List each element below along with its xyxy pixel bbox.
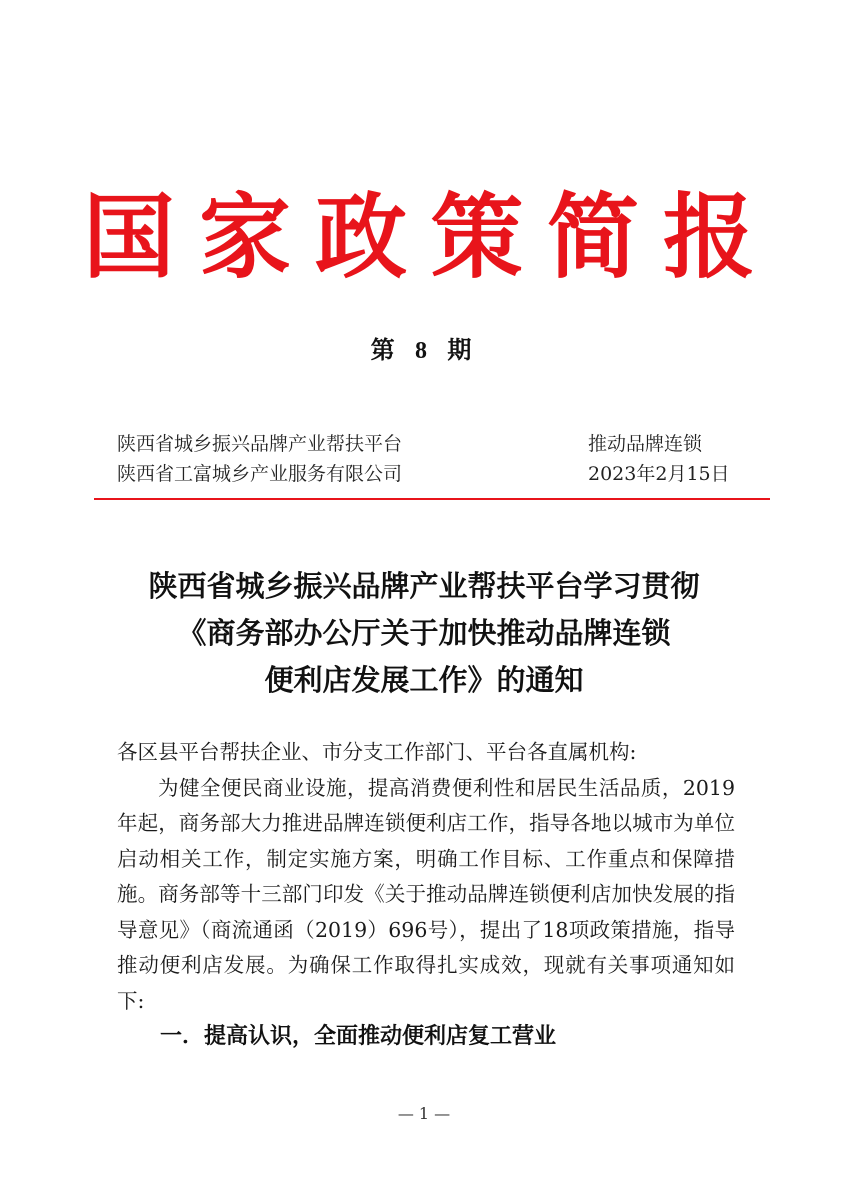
category-date-block bbox=[588, 429, 730, 489]
issue-value: 8 bbox=[415, 338, 433, 364]
issuer-line: 陕西省工富城乡产业服务有限公司 bbox=[117, 463, 403, 485]
document-body bbox=[117, 735, 735, 1019]
title-line: 《商务部办公厅关于加快推动品牌连锁 bbox=[177, 616, 671, 650]
section-heading: 一．提高认识，全面推动便利店复工营业 bbox=[160, 1024, 557, 1049]
issue-date: 2023年2月15日 bbox=[588, 463, 730, 485]
issue-number bbox=[0, 332, 848, 369]
page-number: — 1 — bbox=[397, 1104, 451, 1123]
issuer-line: 陕西省城乡振兴品牌产业帮扶平台 bbox=[117, 433, 403, 455]
issuer-block bbox=[117, 429, 402, 489]
issue-suffix: 期 bbox=[447, 335, 478, 364]
header-divider bbox=[94, 498, 770, 500]
issue-prefix: 第 bbox=[370, 335, 401, 364]
document-title bbox=[0, 563, 848, 704]
masthead-title: 国家政策简报 bbox=[82, 183, 779, 291]
title-line: 便利店发展工作》的通知 bbox=[264, 663, 584, 697]
salutation: 各区县平台帮扶企业、市分支工作部门、平台各直属机构: bbox=[117, 740, 637, 764]
title-line: 陕西省城乡振兴品牌产业帮扶平台学习贯彻 bbox=[148, 569, 700, 603]
body-paragraph: 为健全便民商业设施，提高消费便利性和居民生活品质，2019年起，商务部大力推进品牌连锁便利店工作，指导各地以城市为单位启动相关工作，制定实施方案，明确工作目标、工作重点和保障措施。商务部等十三部门印发《关于推动品牌连锁便利店加快发展的指导意见》（商流通函（2019）696号），提出了18项政策措施，指导推动便利店发展。为确保工作取得扎实成效，现就有关事项通知如下: bbox=[117, 775, 735, 1013]
category-label: 推动品牌连锁 bbox=[588, 433, 703, 455]
